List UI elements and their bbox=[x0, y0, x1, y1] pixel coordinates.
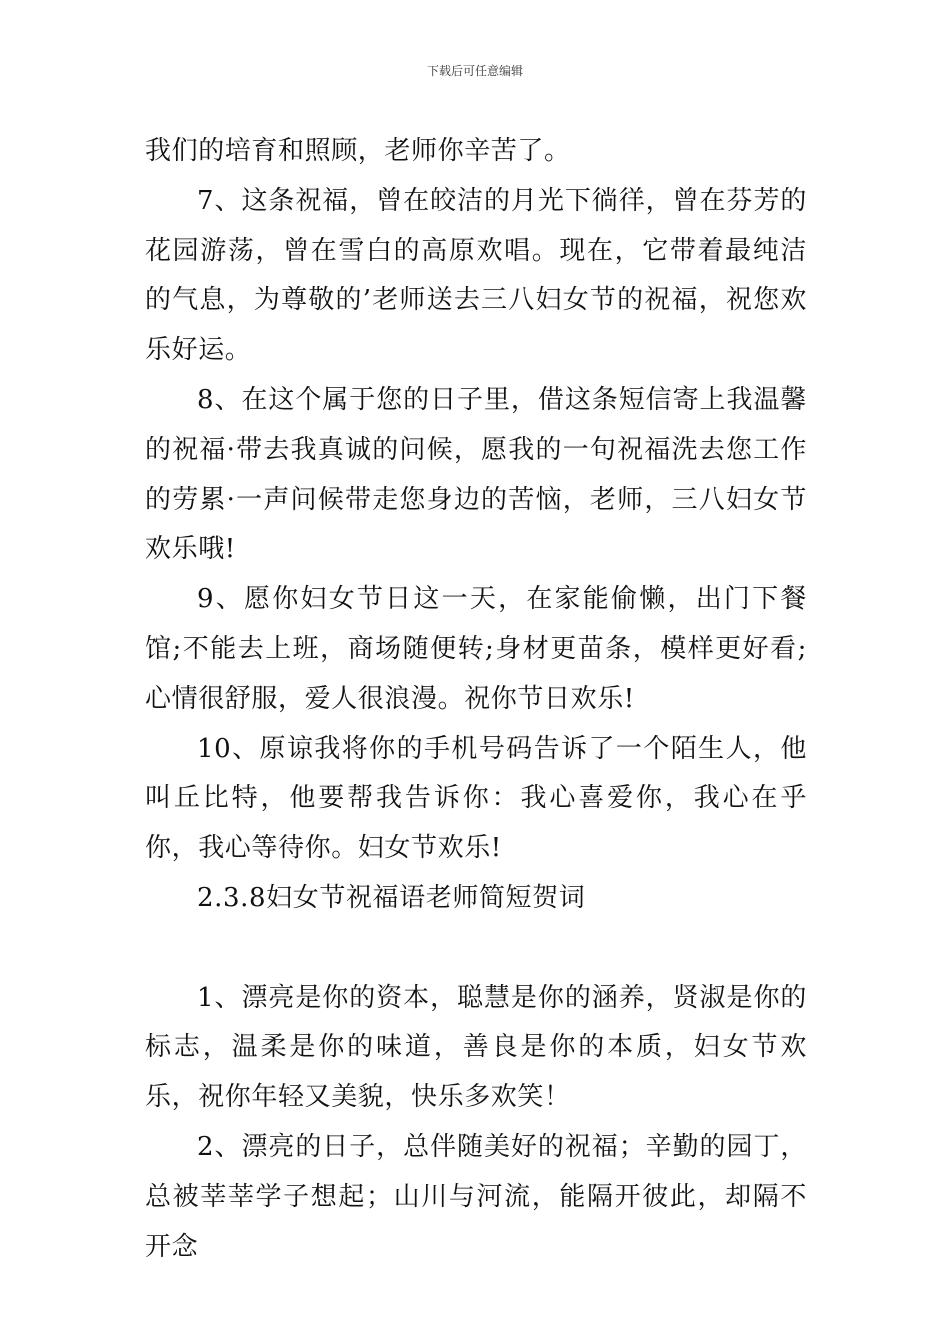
paragraph-continuation: 我们的培育和照顾，老师你辛苦了。 bbox=[145, 136, 571, 166]
paragraph-item-8: 8、在这个属于您的日子里，借这条短信寄上我温馨的祝福·带去我真诚的问候，愿我的一句祝福洗去您工作的劳累·一声问候带走您身边的苦恼，老师，三八妇女节欢乐哦! bbox=[145, 384, 807, 565]
section-heading: 2.3.8妇女节祝福语老师简短贺词 bbox=[197, 882, 586, 913]
paragraph-item-9: 9、愿你妇女节日这一天，在家能偷懒，出门下餐馆;不能去上班，商场随便转;身材更苗条，模样更好看;心情很舒服，爱人很浪漫。祝你节日欢乐! bbox=[145, 584, 807, 714]
blank-line bbox=[145, 924, 807, 974]
paragraph-item-1: 1、漂亮是你的资本，聪慧是你的涵养，贤淑是你的标志，温柔是你的味道，善良是你的本质，妇女节欢乐，祝你年轻又美貌，快乐多欢笑！ bbox=[145, 982, 807, 1113]
paragraph-item-10: 10、原谅我将你的手机号码告诉了一个陌生人，他叫丘比特，他要帮我告诉你：我心喜爱你，我心在乎你，我心等待你。妇女节欢乐! bbox=[145, 733, 807, 864]
page-header: 下载后可任意编辑 bbox=[426, 64, 523, 78]
paragraph-item-2: 2、漂亮的日子，总伴随美好的祝福；辛勤的园丁，总被莘莘学子想起；山川与河流，能隔开彼此，却隔不开念 bbox=[145, 1131, 807, 1262]
document-body bbox=[145, 127, 807, 1272]
paragraph-item-7: 7、这条祝福，曾在皎洁的月光下徜徉，曾在芬芳的花园游荡，曾在雪白的高原欢唱。现在，它带着最纯洁的气息，为尊敬的’老师送去三八妇女节的祝福，祝您欢乐好运。 bbox=[145, 185, 807, 366]
